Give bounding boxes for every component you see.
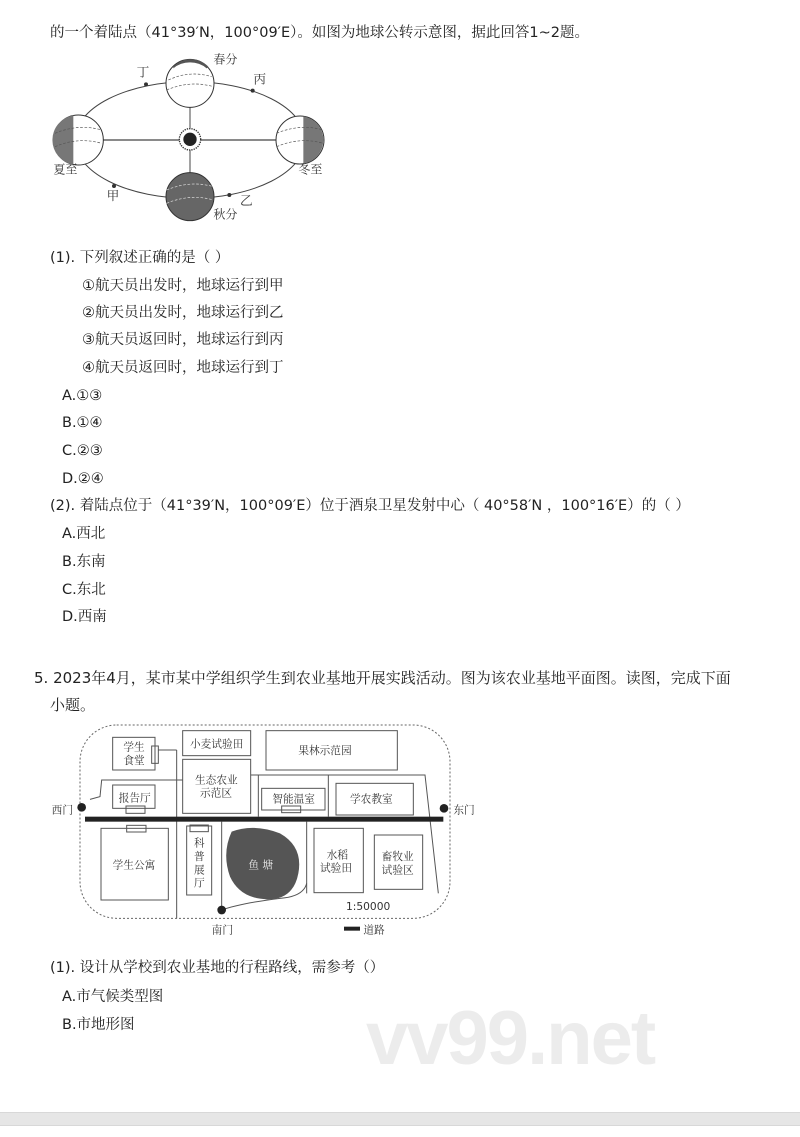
label-autumn-equinox: 秋分 bbox=[213, 207, 238, 222]
label-rice-field: 水稻 bbox=[326, 848, 348, 862]
q5-sub1-stem: (1). 设计从学校到农业基地的行程路线，需参考（） bbox=[50, 960, 385, 976]
label-livestock-zone-2: 试验区 bbox=[381, 863, 414, 877]
legend-road-label: 道路 bbox=[363, 923, 385, 937]
statement-1: ①航天员出发时，地球运行到甲 bbox=[82, 278, 284, 294]
earth-orbit-diagram bbox=[40, 40, 340, 240]
label-fish-pond: 鱼 塘 bbox=[248, 858, 274, 872]
q4-sub1-option-b[interactable]: B.①④ bbox=[62, 415, 103, 431]
q4-sub2-option-b[interactable]: B.东南 bbox=[62, 554, 106, 570]
map-scale: 1:50000 bbox=[346, 900, 391, 913]
page-separator bbox=[0, 1112, 800, 1126]
earth-autumn-globe bbox=[166, 173, 214, 221]
label-rice-field-2: 试验田 bbox=[320, 861, 352, 875]
road-legend-swatch bbox=[344, 927, 360, 931]
label-science-hall: 科 bbox=[194, 836, 205, 850]
q5-sub1-option-a[interactable]: A.市气候类型图 bbox=[62, 989, 164, 1005]
label-greenhouse: 智能温室 bbox=[272, 792, 315, 806]
label-dormitory: 学生公寓 bbox=[112, 858, 156, 872]
q4-sub2-option-c[interactable]: C.东北 bbox=[62, 582, 106, 598]
label-spring-equinox: 春分 bbox=[213, 52, 238, 67]
label-science-hall-3: 展 bbox=[194, 863, 205, 877]
label-eco-zone-2: 示范区 bbox=[200, 786, 232, 800]
label-livestock-zone: 畜牧业 bbox=[381, 850, 414, 863]
label-jia: 甲 bbox=[106, 188, 120, 203]
label-bing: 丙 bbox=[253, 71, 266, 87]
earth-winter-globe bbox=[276, 116, 324, 164]
earth-spring-globe bbox=[166, 59, 214, 107]
label-south-gate: 南门 bbox=[211, 923, 233, 937]
label-canteen: 学生 bbox=[123, 740, 145, 754]
east-gate-dot bbox=[440, 804, 449, 813]
statement-2: ②航天员出发时，地球运行到乙 bbox=[82, 305, 284, 321]
q4-sub1-option-d[interactable]: D.②④ bbox=[62, 471, 104, 487]
earth-summer-globe bbox=[52, 115, 103, 165]
q4-sub1-stem: (1). 下列叙述正确的是（ ） bbox=[50, 250, 230, 266]
label-classroom: 学农教室 bbox=[350, 792, 393, 806]
label-orchard: 果林示范园 bbox=[298, 744, 352, 757]
label-science-hall-4: 厅 bbox=[194, 876, 205, 890]
q5-sub1-option-b[interactable]: B.市地形图 bbox=[62, 1017, 135, 1033]
label-ding: 丁 bbox=[136, 64, 150, 80]
farm-base-map bbox=[40, 700, 480, 940]
q4-sub1-option-c[interactable]: C.②③ bbox=[62, 443, 103, 459]
label-science-hall-2: 普 bbox=[194, 850, 205, 863]
west-gate-dot bbox=[77, 803, 86, 812]
statement-3: ③航天员返回时，地球运行到丙 bbox=[82, 332, 284, 348]
q4-sub2-stem: (2). 着陆点位于（41°39′N，100°09′E）位于酒泉卫星发射中心（ 40°58′N ，100°16′E）的（ ） bbox=[50, 498, 690, 514]
label-yi: 乙 bbox=[240, 193, 253, 208]
label-eco-zone: 生态农业 bbox=[195, 773, 238, 787]
label-east-gate: 东门 bbox=[453, 803, 475, 817]
label-wheat-field: 小麦试验田 bbox=[190, 737, 244, 751]
q4-sub2-option-a[interactable]: A.西北 bbox=[62, 526, 106, 542]
q5-stem-line1: 5. 2023年4月，某市某中学组织学生到农业基地开展实践活动。图为该农业基地平面图。读图，完成下面 bbox=[34, 669, 731, 687]
intro-text: 的一个着陆点（41°39′N，100°09′E）。如图为地球公转示意图，据此回答1~2题。 bbox=[50, 25, 589, 41]
main-road bbox=[85, 817, 443, 822]
watermark: vv99.net bbox=[366, 996, 655, 1081]
label-report-hall: 报告厅 bbox=[118, 791, 151, 805]
q4-sub2-option-d[interactable]: D.西南 bbox=[62, 609, 107, 625]
label-summer-solstice: 夏至 bbox=[53, 162, 78, 177]
south-gate-dot bbox=[217, 906, 226, 915]
label-canteen-2: 食堂 bbox=[123, 754, 145, 767]
q4-sub1-option-a[interactable]: A.①③ bbox=[62, 388, 103, 404]
q5-stem-line2: 小题。 bbox=[50, 696, 96, 714]
label-winter-solstice: 冬至 bbox=[298, 162, 323, 177]
label-west-gate: 西门 bbox=[51, 803, 73, 817]
statement-4: ④航天员返回时，地球运行到丁 bbox=[82, 360, 284, 376]
